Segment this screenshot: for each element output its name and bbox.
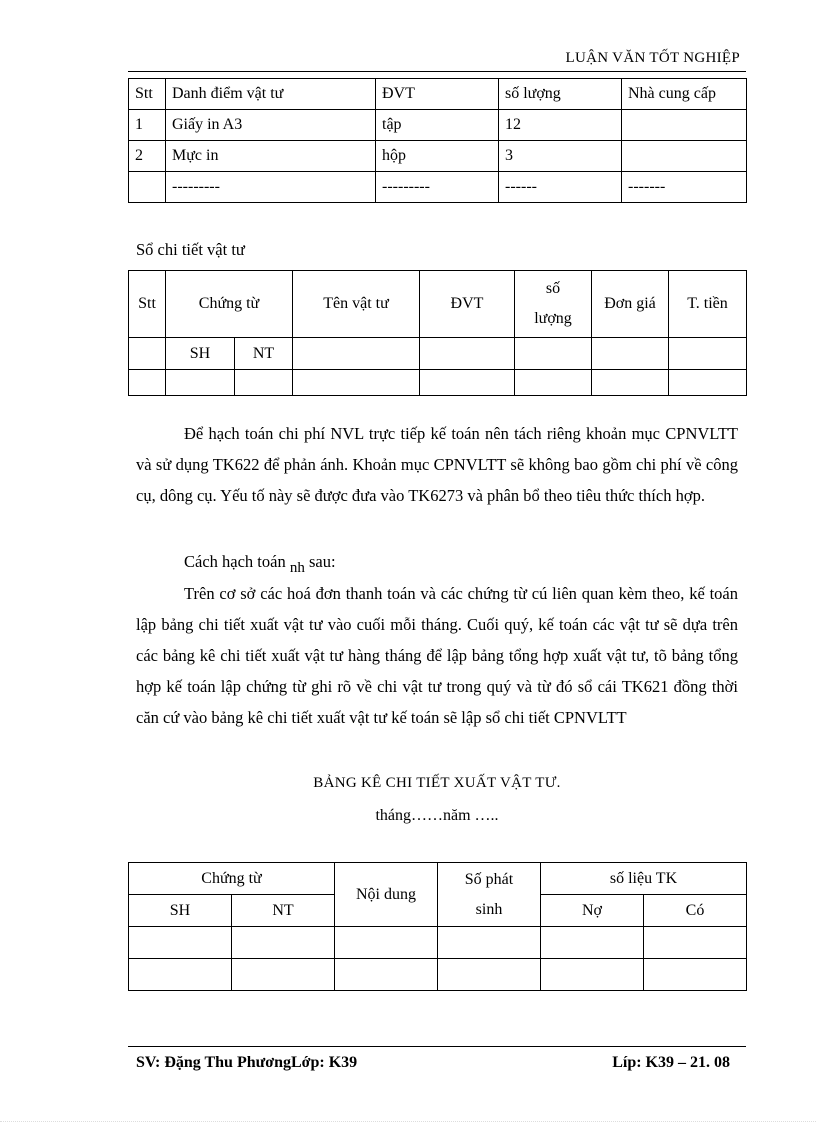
column-header: Chứng từ xyxy=(129,863,335,895)
table-cell xyxy=(515,370,592,396)
table-cell xyxy=(335,959,438,991)
table-row xyxy=(129,959,747,991)
table-header-row xyxy=(129,271,747,338)
table-cell xyxy=(335,927,438,959)
column-header: Nợ xyxy=(541,895,644,927)
table-cell xyxy=(622,141,747,172)
footer-student: SV: Đặng Thu PhươngLớp: K39 xyxy=(136,1054,358,1071)
table-cell xyxy=(420,338,515,370)
table-cell: 12 xyxy=(499,110,622,141)
table-cell xyxy=(669,338,747,370)
table-cell: Mực in xyxy=(166,141,376,172)
table-cell xyxy=(129,959,232,991)
table-row xyxy=(129,370,747,396)
table-cell xyxy=(644,959,747,991)
column-header: Nội dung xyxy=(335,863,438,927)
column-header: T. tiền xyxy=(669,271,747,338)
table-cell xyxy=(515,338,592,370)
table-cell xyxy=(235,370,293,396)
table-cell: ------- xyxy=(622,172,747,203)
table-cell xyxy=(669,370,747,396)
table-header-row xyxy=(129,79,747,110)
table-cell xyxy=(592,370,669,396)
column-header: số lượng xyxy=(515,271,592,338)
table-subtitle: tháng……năm ….. xyxy=(375,807,499,824)
column-header: Chứng từ xyxy=(166,271,293,338)
table-cell xyxy=(293,338,420,370)
table-cell: --------- xyxy=(376,172,499,203)
table-cell: Giấy in A3 xyxy=(166,110,376,141)
column-header: NT xyxy=(232,895,335,927)
table-row xyxy=(129,927,747,959)
paragraph: Trên cơ sở các hoá đơn thanh toán và các chứng từ cú liên quan kèm theo, kế toán lập bảng chi tiết xuất vật tư vào cuối mỗi tháng. Cuối quý, kế toán các vật tư sẽ dựa trên các bảng kê chi tiết xuất vật tư hàng tháng để lập bảng tổng hợp xuất vật tư, tõ bảng tổng hợp kế toán lập chứng từ ghi rõ về chi vật tư trong quý và từ đó sổ cái TK621 đồng thời căn cứ vào bảng kê chi tiết xuất vật tư kế toán sẽ lập sổ chi tiết CPNVLTT xyxy=(136,584,738,727)
table-cell xyxy=(129,927,232,959)
table-row xyxy=(129,110,747,141)
table-cell xyxy=(438,959,541,991)
table-cell xyxy=(166,370,235,396)
column-header: Có xyxy=(644,895,747,927)
column-header: Tên vật tư xyxy=(293,271,420,338)
column-header: NT xyxy=(235,338,293,370)
material-ledger-table xyxy=(128,270,747,396)
column-header: Nhà cung cấp xyxy=(622,79,747,110)
table-cell xyxy=(622,110,747,141)
table-cell: --------- xyxy=(166,172,376,203)
issuance-detail-table xyxy=(128,862,747,991)
table-cell xyxy=(438,927,541,959)
table-cell: 1 xyxy=(129,110,166,141)
column-header: Số phát sinh xyxy=(438,863,541,927)
footer-class: Líp: K39 – 21. 08 xyxy=(612,1054,730,1071)
table-cell xyxy=(293,370,420,396)
paragraph: Cách hạch toán nh sau: xyxy=(184,552,336,576)
column-header: ĐVT xyxy=(420,271,515,338)
table-cell: hộp xyxy=(376,141,499,172)
table-cell: tập xyxy=(376,110,499,141)
column-header: Danh điểm vật tư xyxy=(166,79,376,110)
table-cell xyxy=(129,338,166,370)
column-header: SH xyxy=(129,895,232,927)
table-cell xyxy=(541,927,644,959)
column-header: số liệu TK xyxy=(541,863,747,895)
table-row xyxy=(129,172,747,203)
footer-divider xyxy=(128,1046,746,1047)
table-cell: 3 xyxy=(499,141,622,172)
section-title: Sổ chi tiết vật tư xyxy=(136,240,245,259)
header-title: LUẬN VĂN TỐT NGHIỆP xyxy=(565,50,740,66)
table-cell xyxy=(644,927,747,959)
column-header: Stt xyxy=(129,271,166,338)
column-header: Đơn giá xyxy=(592,271,669,338)
column-header: SH xyxy=(166,338,235,370)
table-title: BẢNG KÊ CHI TIẾT XUẤT VẬT TƯ. xyxy=(313,775,561,791)
column-header: số lượng xyxy=(499,79,622,110)
table-cell xyxy=(232,927,335,959)
column-header: ĐVT xyxy=(376,79,499,110)
table-cell: 2 xyxy=(129,141,166,172)
table-row xyxy=(129,338,747,370)
table-header-row xyxy=(129,863,747,895)
table-cell xyxy=(592,338,669,370)
paragraph: Để hạch toán chi phí NVL trực tiếp kế toán nên tách riêng khoản mục CPNVLTT và sử dụng TK622 để phản ánh. Khoản mục CPNVLTT sẽ không bao gồm chi phí về công cụ, dông cụ. Yếu tố này sẽ được đưa vào TK6273 và phân bổ theo tiêu thức thích hợp. xyxy=(136,424,738,505)
table-row xyxy=(129,141,747,172)
table-cell xyxy=(420,370,515,396)
table-cell xyxy=(129,370,166,396)
materials-table xyxy=(128,78,747,203)
column-header: Stt xyxy=(129,79,166,110)
header-divider xyxy=(128,71,746,72)
table-cell xyxy=(232,959,335,991)
table-cell: ------ xyxy=(499,172,622,203)
table-cell xyxy=(541,959,644,991)
table-cell xyxy=(129,172,166,203)
